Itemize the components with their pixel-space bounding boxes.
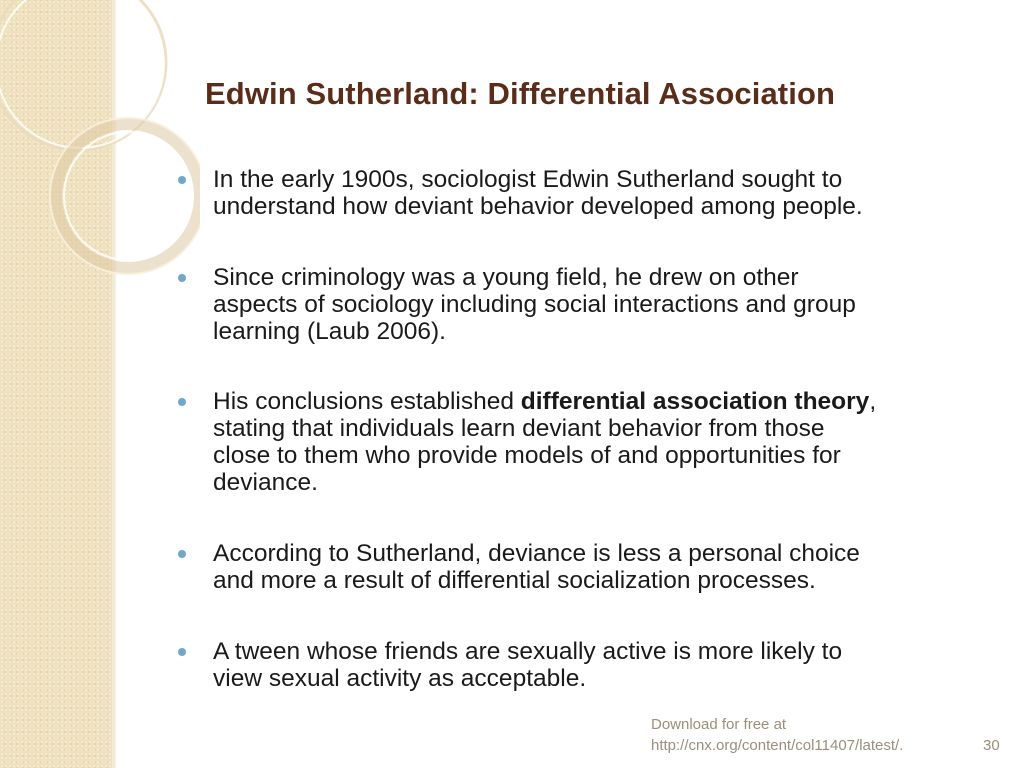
- bullet-text: ,: [869, 388, 877, 415]
- bullet-line: close to them who provide models of and opportunities for: [213, 442, 841, 469]
- bullet-line: deviance.: [213, 469, 318, 496]
- bullet-dot-icon: [178, 176, 186, 184]
- bullet-line: aspects of sociology including social interactions and group: [213, 291, 856, 318]
- bullet-item: [176, 388, 996, 496]
- bullet-list: [176, 166, 996, 692]
- key-term: differential association theory: [520, 388, 870, 415]
- bullet-line: [213, 388, 996, 415]
- decorative-rings: [0, 0, 200, 280]
- bullet-item: [176, 166, 996, 220]
- bullet-line: stating that individuals learn deviant behavior from those: [213, 415, 825, 442]
- bullet-dot-icon: [178, 648, 186, 656]
- bullet-dot-icon: [178, 398, 186, 406]
- footer-line: Download for free at: [651, 716, 787, 733]
- bullet-line: In the early 1900s, sociologist Edwin Sutherland sought to: [213, 166, 843, 193]
- bullet-line: view sexual activity as acceptable.: [213, 665, 587, 692]
- bullet-text: His conclusions established: [213, 388, 521, 415]
- bullet-item: [176, 540, 996, 594]
- footer-download-note: [651, 714, 903, 756]
- footer-link[interactable]: http://cnx.org/content/col11407/latest/.: [651, 737, 904, 754]
- bullet-line: learning (Laub 2006).: [213, 318, 446, 345]
- bullet-line: understand how deviant behavior developed among people.: [213, 193, 863, 220]
- bullet-item: [176, 638, 996, 692]
- bullet-dot-icon: [178, 550, 186, 558]
- bullet-line: and more a result of differential socialization processes.: [213, 567, 816, 594]
- bullet-line: A tween whose friends are sexually active is more likely to: [213, 638, 843, 665]
- bullet-dot-icon: [178, 274, 186, 282]
- bullet-line: According to Sutherland, deviance is less a personal choice: [213, 540, 860, 567]
- page-number: 30: [983, 737, 1000, 754]
- slide-title: Edwin Sutherland: Differential Association: [205, 76, 836, 111]
- bullet-item: [176, 264, 996, 345]
- bullet-line: Since criminology was a young field, he drew on other: [213, 264, 799, 291]
